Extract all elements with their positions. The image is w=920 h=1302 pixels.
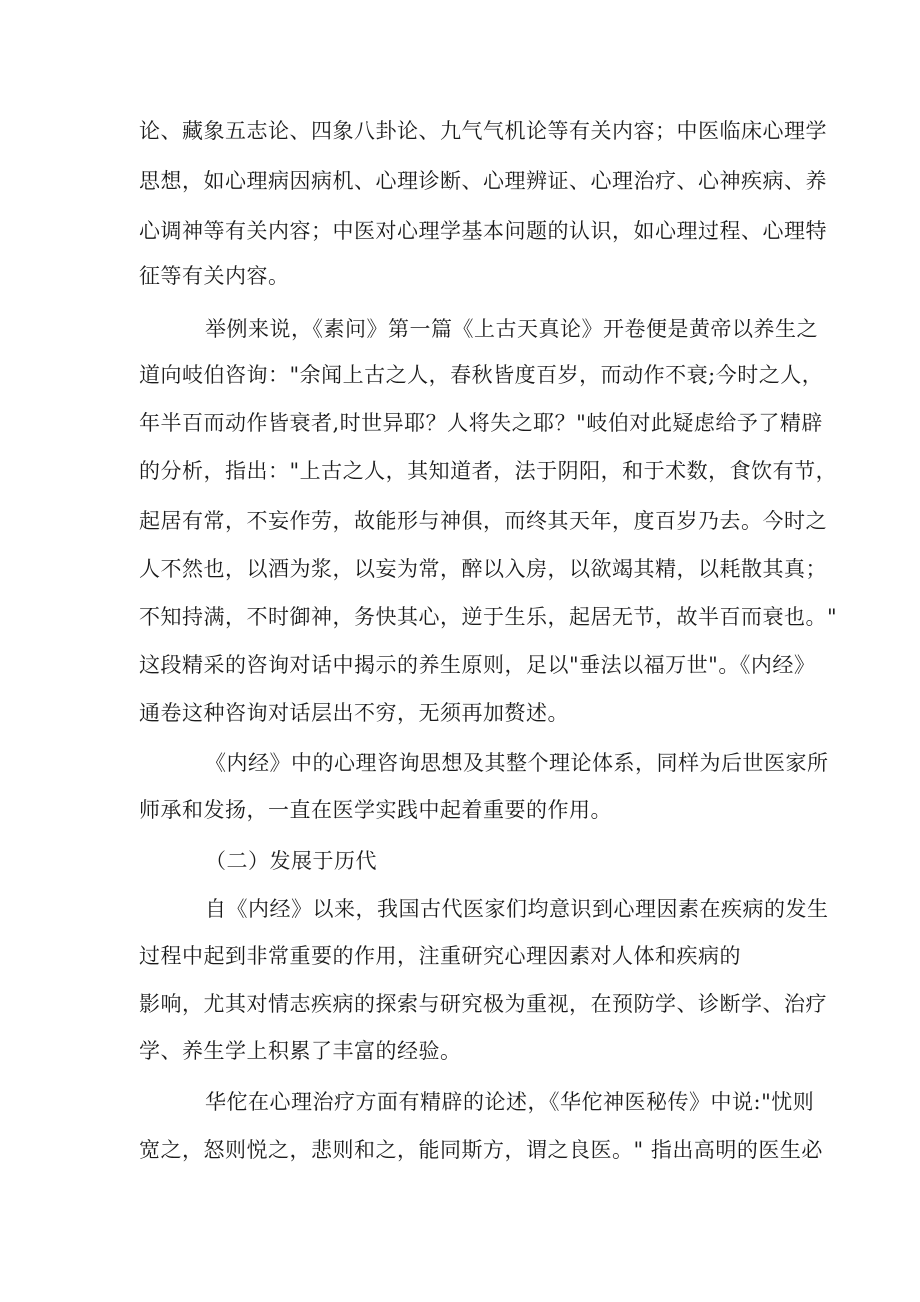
text-line: 起居有常，不妄作劳，故能形与神俱，而终其天年，度百岁乃去。今时之 <box>139 509 827 533</box>
text-line: 心调神等有关内容；中医对心理学基本问题的认识，如心理过程、心理特 <box>139 219 827 243</box>
paragraph-start-line: 举例来说，《素问》第一篇《上古天真论》开卷便是黄帝以养生之 <box>205 317 818 341</box>
text-line: 征等有关内容。 <box>139 264 290 288</box>
paragraph-start-line: 华佗在心理治疗方面有精辟的论述，《华佗神医秘传》中说:"忧则 <box>205 1090 815 1114</box>
text-line: 过程中起到非常重要的作用，注重研究心理因素对人体和疾病的 <box>139 944 741 968</box>
text-line: 的分析，指出："上古之人，其知道者，法于阴阳，和于术数，食饮有节， <box>139 459 838 483</box>
text-line: 不知持满，不时御神，务快其心，逆于生乐，起居无节，故半百而衰也。" <box>139 605 838 629</box>
section-heading: （二）发展于历代 <box>205 849 377 873</box>
paragraph-start-line: 自《内经》以来，我国古代医家们均意识到心理因素在疾病的发生 <box>205 897 829 921</box>
text-line: 宽之，怒则悦之，悲则和之，能同斯方，谓之良医。" 指出高明的医生必 <box>139 1138 823 1162</box>
text-line: 人不然也，以酒为浆，以妄为常，醉以入房，以欲竭其精，以耗散其真； <box>139 557 827 581</box>
text-line: 通卷这种咨询对话层出不穷，无须再加赘述。 <box>139 701 569 725</box>
text-line: 思想，如心理病因病机、心理诊断、心理辨证、心理治疗、心神疾病、养 <box>139 169 827 193</box>
text-line: 这段精采的咨询对话中揭示的养生原则，足以"垂法以福万世"。《内经》 <box>139 653 816 677</box>
text-line: 学、养生学上积累了丰富的经验。 <box>139 1039 462 1063</box>
paragraph-start-line: 《内经》中的心理咨询思想及其整个理论体系，同样为后世医家所 <box>205 751 829 775</box>
text-line: 道向岐伯咨询："余闻上古之人，春秋皆度百岁，而动作不衰;今时之人， <box>139 363 824 387</box>
text-line: 年半百而动作皆衰者,时世异耶？人将失之耶？"岐伯对此疑虑给予了精辟 <box>139 411 823 435</box>
text-line: 影响，尤其对情志疾病的探索与研究极为重视，在预防学、诊断学、治疗 <box>139 992 827 1016</box>
text-line: 师承和发扬，一直在医学实践中起着重要的作用。 <box>139 798 612 822</box>
text-line: 论、藏象五志论、四象八卦论、九气气机论等有关内容；中医临床心理学 <box>139 119 827 143</box>
